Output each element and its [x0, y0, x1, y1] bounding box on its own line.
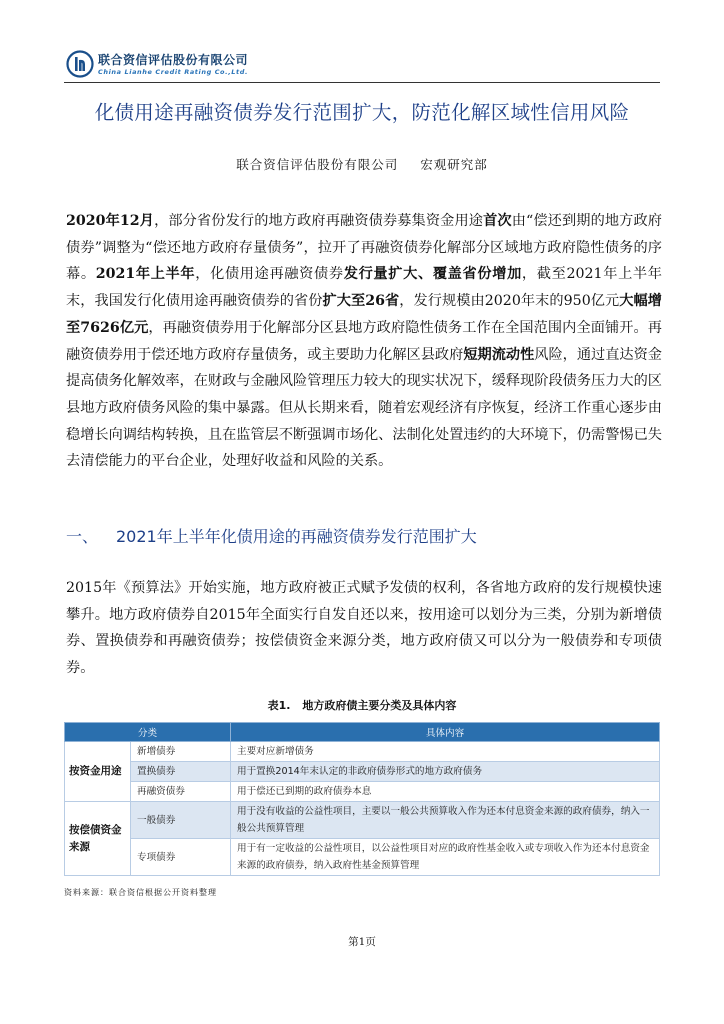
- para-text: ，再融资债券用于化解部分区县地方政府隐性债务工作在全国范围内全面铺开。再融资债券用于偿还地方政府存量债务，或主要助力化解区县政府: [66, 319, 662, 363]
- content-cell: 主要对应新增债务: [231, 742, 660, 762]
- table-row: [65, 782, 660, 802]
- para-emphasis: 2020年12月: [66, 213, 155, 229]
- para-emphasis: 发行量扩大、覆盖省份增加: [343, 266, 522, 283]
- table-row: [65, 839, 660, 876]
- table-row: [65, 802, 660, 839]
- company-name-en: China Lianhe Credit Rating Co.,Ltd.: [98, 68, 249, 76]
- type-cell: 专项债券: [131, 839, 231, 876]
- content-cell: 用于偿还已到期的政府债券本息: [231, 782, 660, 802]
- section-number: 一、: [66, 527, 99, 546]
- report-title: 化债用途再融资债券发行范围扩大，防范化解区域性信用风险: [94, 101, 630, 124]
- type-cell: 置换债券: [131, 762, 231, 782]
- type-cell: 新增债券: [131, 742, 231, 762]
- report-header: [66, 46, 666, 86]
- para-text: 由“偿还到期的地方政府债券”调整为“偿还地方政府存量债务”，拉开了再融资债券化解部分区域地方政府隐性债务的序幕。: [66, 213, 662, 283]
- para-text: ，发行规模由2020年末的950亿元: [399, 293, 620, 310]
- table-row: [65, 742, 660, 762]
- section-title: 2021年上半年化债用途的再融资债券发行范围扩大: [116, 527, 477, 546]
- header-divider: [64, 82, 660, 83]
- para-emphasis: 2021年上半年: [95, 266, 196, 283]
- lianhe-logo-icon: [66, 50, 94, 78]
- content-cell: 用于没有收益的公益性项目，主要以一般公共预算收入作为还本付息资金来源的政府债券，纳入一般公共预算管理: [231, 802, 660, 839]
- report-author-line: [64, 155, 660, 173]
- intro-paragraph: [66, 208, 662, 475]
- author-org: 联合资信评估股份有限公司: [236, 157, 399, 172]
- category-cell: 按资金用途: [65, 742, 131, 802]
- bond-classification-table: [64, 722, 660, 876]
- content-cell: 用于置换2014年末认定的非政府债券形式的地方政府债务: [231, 762, 660, 782]
- para-emphasis: 扩大至26省: [322, 293, 400, 310]
- para-emphasis: 首次: [483, 213, 512, 229]
- category-cell: 按偿债资金来源: [65, 802, 131, 876]
- section-heading: [66, 524, 477, 547]
- company-name-cn: 联合资信评估股份有限公司: [98, 53, 249, 67]
- table-caption-number: 表1.: [267, 699, 291, 712]
- type-cell: 一般债券: [131, 802, 231, 839]
- table-caption-title: 地方政府债主要分类及具体内容: [302, 699, 457, 712]
- content-cell: 用于有一定收益的公益性项目，以公益性项目对应的政府性基金收入或专项收入作为还本付息资金来源的政府债券，纳入政府性基金预算管理: [231, 839, 660, 876]
- para-emphasis: 短期流动性: [463, 346, 535, 363]
- para-text: ，化债用途再融资债券: [195, 266, 344, 283]
- author-dept: 宏观研究部: [420, 157, 488, 172]
- table-caption: [64, 697, 660, 713]
- para-emphasis: 大幅增至7626亿元: [66, 293, 662, 336]
- body-paragraph: 2015年《预算法》开始实施，地方政府被正式赋予发债的权利，各省地方政府的发行规模快速攀升。地方政府债券自2015年全面实行自发自还以来，按用途可以划分为三类，分别为新增债券、置换债券和再融资债券；按偿债资金来源分类，地方政府债又可以分为一般债券和专项债券。: [66, 580, 662, 677]
- table-header-row: [65, 723, 660, 742]
- header-content: 具体内容: [231, 723, 660, 742]
- table-source-note: 资料来源：联合资信根据公开资料整理: [64, 888, 217, 897]
- table-row: [65, 762, 660, 782]
- page-number: 第1页: [348, 936, 376, 948]
- para-text: ，部分省份发行的地方政府再融资债券募集资金用途: [154, 213, 484, 229]
- para-text: ，截至2021年上半年末，我国发行化债用途再融资债券的省份: [66, 266, 662, 310]
- type-cell: 再融资债券: [131, 782, 231, 802]
- para-text: 风险，通过直达资金提高债务化解效率，在财政与金融风险管理压力较大的现实状况下，缓释现阶段债务压力大的区县地方政府债务风险的集中暴露。但从长期来看，随着宏观经济有序恢复，经济工作重心逐步由稳增长向调结构转换，且在监管层不断强调市场化、法制化处置违约的大环境下，仍需警惕已失去清偿能力的平台企业，处理好收益和风险的关系。: [66, 346, 662, 470]
- header-category: 分类: [65, 723, 231, 742]
